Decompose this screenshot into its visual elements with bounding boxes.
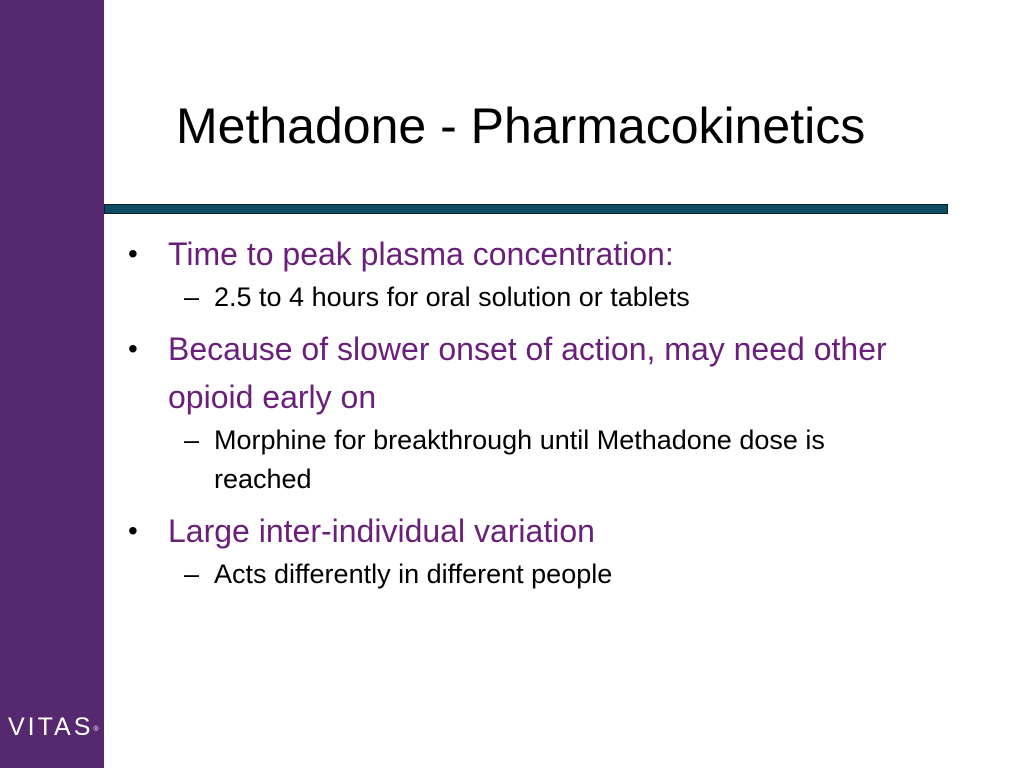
sub-bullet-dash: – xyxy=(184,559,200,589)
bullet-dot: • xyxy=(128,238,138,269)
sub-bullet-dash: – xyxy=(184,282,200,312)
bullet-dot: • xyxy=(128,515,138,546)
registered-mark: ® xyxy=(93,726,99,733)
sub-bullet-item xyxy=(128,421,898,499)
sub-bullet-text: 2.5 to 4 hours for oral solution or tablets xyxy=(214,282,690,312)
sidebar-band xyxy=(0,0,104,768)
bullet-item xyxy=(128,507,898,555)
sub-bullet-text: Morphine for breakthrough until Methadone dose is reached xyxy=(214,425,825,494)
slide-title: Methadone - Pharmacokinetics xyxy=(176,98,866,154)
bullet-text: Because of slower onset of action, may need other opioid early on xyxy=(168,331,887,415)
sub-bullet-dash: – xyxy=(184,425,200,455)
bullet-item xyxy=(128,230,898,278)
logo-text: VITAS xyxy=(8,713,94,741)
sub-bullet-item xyxy=(128,278,898,317)
bullet-text: Time to peak plasma concentration: xyxy=(168,236,674,272)
sub-bullet-item xyxy=(128,555,898,594)
bullet-text: Large inter-individual variation xyxy=(168,513,595,549)
bullet-list xyxy=(128,230,898,602)
vitas-logo xyxy=(8,712,99,742)
bullet-item xyxy=(128,325,898,421)
sub-bullet-text: Acts differently in different people xyxy=(214,559,613,589)
title-divider xyxy=(104,204,948,214)
bullet-dot: • xyxy=(128,333,138,364)
